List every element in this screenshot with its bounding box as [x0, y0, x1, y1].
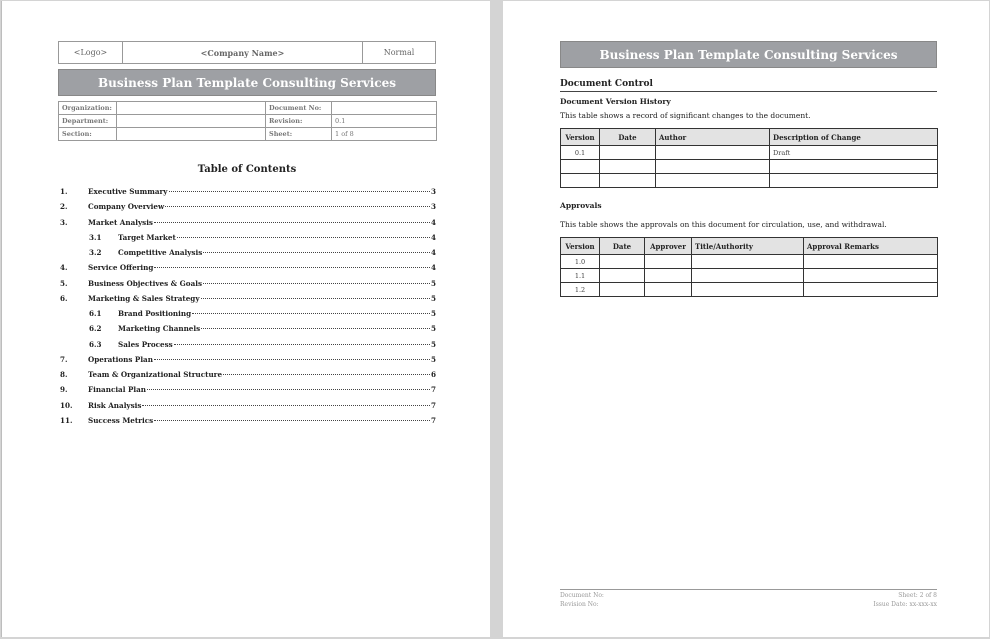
- toc-entry-number: 6.3: [89, 340, 102, 349]
- toc-entry-number: 6.2: [89, 324, 102, 333]
- toc-entry-page: 7: [430, 385, 436, 394]
- toc-entry-page: 7: [430, 401, 436, 410]
- toc-entry-title: Market Analysis: [88, 218, 153, 227]
- column-header: Date: [600, 238, 645, 255]
- toc-leader: [223, 374, 430, 375]
- toc-entry-number: 2.: [60, 202, 68, 211]
- toc-entry-title: Company Overview: [88, 202, 165, 211]
- toc-entry-page: 5: [430, 309, 436, 318]
- toc-entry-number: 6.: [60, 294, 68, 303]
- table-row: [561, 160, 938, 174]
- toc-title: Table of Contents: [197, 164, 297, 175]
- toc-leader: [154, 222, 430, 223]
- column-header: Title/Authority: [692, 238, 804, 255]
- document-info-table: [58, 101, 437, 141]
- table-row: [561, 174, 938, 188]
- toc-leader: [203, 252, 430, 253]
- table-cell[interactable]: [656, 174, 770, 188]
- toc-entry-title: Service Offering: [88, 263, 154, 272]
- toc-entry-title: Team & Organizational Structure: [88, 370, 223, 379]
- toc-entry-page: 4: [430, 218, 436, 227]
- document-control-heading: Document Control: [560, 79, 653, 89]
- table-cell[interactable]: [692, 255, 804, 269]
- toc-entry-page: 4: [430, 248, 436, 257]
- toc-leader: [174, 344, 430, 345]
- section-rule: [560, 91, 937, 92]
- table-cell[interactable]: [645, 283, 692, 297]
- approvals-table: [560, 237, 938, 297]
- toc-leader: [201, 328, 430, 329]
- toc-entry[interactable]: [60, 401, 436, 413]
- document-page-2: [503, 1, 989, 637]
- toc-entry[interactable]: [60, 416, 436, 428]
- version-history-description: This table shows a record of significant changes to the document.: [560, 111, 811, 120]
- toc-leader: [203, 283, 430, 284]
- toc-entry[interactable]: [60, 279, 436, 291]
- toc-entry-page: 4: [430, 233, 436, 242]
- toc-leader: [192, 313, 430, 314]
- toc-entry-page: 5: [430, 324, 436, 333]
- toc-leader: [154, 359, 430, 360]
- toc-entry-title: Executive Summary: [88, 187, 168, 196]
- page-gap: [491, 0, 502, 639]
- toc-subentry[interactable]: [89, 324, 436, 336]
- toc-entry-page: 5: [430, 355, 436, 364]
- toc-entry-number: 3.: [60, 218, 68, 227]
- footer-document-no: Document No:: [560, 592, 604, 599]
- toc-entry[interactable]: [60, 355, 436, 367]
- table-cell[interactable]: [561, 160, 600, 174]
- table-cell[interactable]: [770, 160, 938, 174]
- column-header: Description of Change: [770, 129, 938, 146]
- toc-entry[interactable]: [60, 294, 436, 306]
- column-header: Version: [561, 129, 600, 146]
- toc-entry-title: Operations Plan: [88, 355, 153, 364]
- table-cell[interactable]: [645, 269, 692, 283]
- table-cell[interactable]: [600, 160, 656, 174]
- toc-entry-title: Competitive Analysis: [118, 248, 203, 257]
- toc-entry-number: 11.: [60, 416, 73, 425]
- revision-value[interactable]: 0.1: [332, 115, 437, 128]
- table-cell[interactable]: [770, 174, 938, 188]
- toc-entry-title: Target Market: [118, 233, 176, 242]
- toc-entry-number: 3.1: [89, 233, 102, 242]
- table-cell[interactable]: [804, 269, 938, 283]
- toc-entry-page: 4: [430, 263, 436, 272]
- table-cell[interactable]: 0.1: [561, 146, 600, 160]
- toc-entry-title: Marketing Channels: [118, 324, 201, 333]
- table-cell[interactable]: 1.1: [561, 269, 600, 283]
- footer-revision-no: Revision No:: [560, 601, 599, 608]
- table-cell[interactable]: [600, 174, 656, 188]
- column-header: Approver: [645, 238, 692, 255]
- table-row: [561, 146, 938, 160]
- toc-leader: [142, 405, 430, 406]
- toc-entry[interactable]: [60, 187, 436, 199]
- toc-entry-number: 4.: [60, 263, 68, 272]
- table-cell[interactable]: [600, 146, 656, 160]
- toc-entry-page: 5: [430, 279, 436, 288]
- table-header-row: [561, 129, 938, 146]
- table-cell[interactable]: [804, 255, 938, 269]
- footer-issue-date: Issue Date: xx-xxx-xx: [873, 601, 937, 608]
- logo-placeholder: <Logo>: [59, 42, 123, 64]
- department-value[interactable]: [117, 115, 266, 128]
- toc-entry-page: 6: [430, 370, 436, 379]
- document-title-banner: Business Plan Template Consulting Services: [560, 41, 937, 68]
- revision-label: Revision:: [266, 115, 332, 128]
- toc-subentry[interactable]: [89, 340, 436, 352]
- table-row: [561, 269, 938, 283]
- toc-leader: [147, 389, 430, 390]
- style-label: Normal: [363, 42, 436, 64]
- toc-entry-number: 8.: [60, 370, 68, 379]
- toc-entry[interactable]: [60, 202, 436, 214]
- table-cell[interactable]: Draft: [770, 146, 938, 160]
- toc-entry-number: 1.: [60, 187, 68, 196]
- toc-entry-page: 5: [430, 294, 436, 303]
- approvals-description: This table shows the approvals on this document for circulation, use, and withdrawal.: [560, 220, 887, 229]
- toc-entry-number: 7.: [60, 355, 68, 364]
- sheet-value[interactable]: 1 of 8: [332, 128, 437, 141]
- toc-entry[interactable]: [60, 385, 436, 397]
- toc-leader: [169, 191, 430, 192]
- table-header-row: [561, 238, 938, 255]
- toc-entry-title: Business Objectives & Goals: [88, 279, 203, 288]
- table-cell[interactable]: [561, 174, 600, 188]
- section-label: Section:: [59, 128, 117, 141]
- organization-label: Organization:: [59, 102, 117, 115]
- toc-subentry[interactable]: [89, 233, 436, 245]
- toc-entry-title: Sales Process: [118, 340, 173, 349]
- header-table: [58, 41, 436, 64]
- footer-rule: [560, 589, 937, 590]
- toc-entry-title: Marketing & Sales Strategy: [88, 294, 200, 303]
- table-cell[interactable]: 1.2: [561, 283, 600, 297]
- toc-subentry[interactable]: [89, 248, 436, 260]
- table-cell[interactable]: [692, 269, 804, 283]
- toc-leader: [165, 206, 430, 207]
- table-cell[interactable]: [600, 283, 645, 297]
- table-cell[interactable]: 1.0: [561, 255, 600, 269]
- toc-entry[interactable]: [60, 370, 436, 382]
- company-name-placeholder: <Company Name>: [123, 42, 363, 64]
- toc-entry-title: Success Metrics: [88, 416, 154, 425]
- approvals-heading: Approvals: [560, 201, 602, 210]
- toc-entry-page: 7: [430, 416, 436, 425]
- toc-subentry[interactable]: [89, 309, 436, 321]
- toc-leader: [154, 267, 430, 268]
- toc-entry-number: 3.2: [89, 248, 102, 257]
- column-header: Author: [656, 129, 770, 146]
- version-history-table: [560, 128, 938, 188]
- toc-entry-page: 3: [430, 202, 436, 211]
- toc-leader: [154, 420, 430, 421]
- toc-leader: [201, 298, 430, 299]
- toc-leader: [177, 237, 430, 238]
- document-no-label: Document No:: [266, 102, 332, 115]
- toc-entry-title: Risk Analysis: [88, 401, 142, 410]
- table-cell[interactable]: [600, 269, 645, 283]
- toc-entry-number: 10.: [60, 401, 73, 410]
- toc-entry-number: 5.: [60, 279, 68, 288]
- table-cell[interactable]: [656, 146, 770, 160]
- table-cell[interactable]: [692, 283, 804, 297]
- table-cell[interactable]: [600, 255, 645, 269]
- toc-entry-number: 9.: [60, 385, 68, 394]
- organization-value[interactable]: [117, 102, 266, 115]
- document-page-1: [1, 1, 490, 637]
- table-cell[interactable]: [804, 283, 938, 297]
- department-label: Department:: [59, 115, 117, 128]
- toc-entry-page: 3: [430, 187, 436, 196]
- table-cell[interactable]: [656, 160, 770, 174]
- table-row: [561, 283, 938, 297]
- toc-entry-number: 6.1: [89, 309, 102, 318]
- section-value[interactable]: [117, 128, 266, 141]
- document-title-banner: Business Plan Template Consulting Services: [58, 69, 436, 96]
- toc-entry-page: 5: [430, 340, 436, 349]
- version-history-heading: Document Version History: [560, 97, 671, 106]
- table-cell[interactable]: [645, 255, 692, 269]
- column-header: Date: [600, 129, 656, 146]
- toc-entry-title: Brand Positioning: [118, 309, 192, 318]
- toc-entry[interactable]: [60, 263, 436, 275]
- toc-entry-title: Financial Plan: [88, 385, 146, 394]
- column-header: Version: [561, 238, 600, 255]
- table-row: [561, 255, 938, 269]
- footer-sheet: Sheet: 2 of 8: [898, 592, 937, 599]
- sheet-label: Sheet:: [266, 128, 332, 141]
- toc-entry[interactable]: [60, 218, 436, 230]
- document-no-value[interactable]: [332, 102, 437, 115]
- column-header: Approval Remarks: [804, 238, 938, 255]
